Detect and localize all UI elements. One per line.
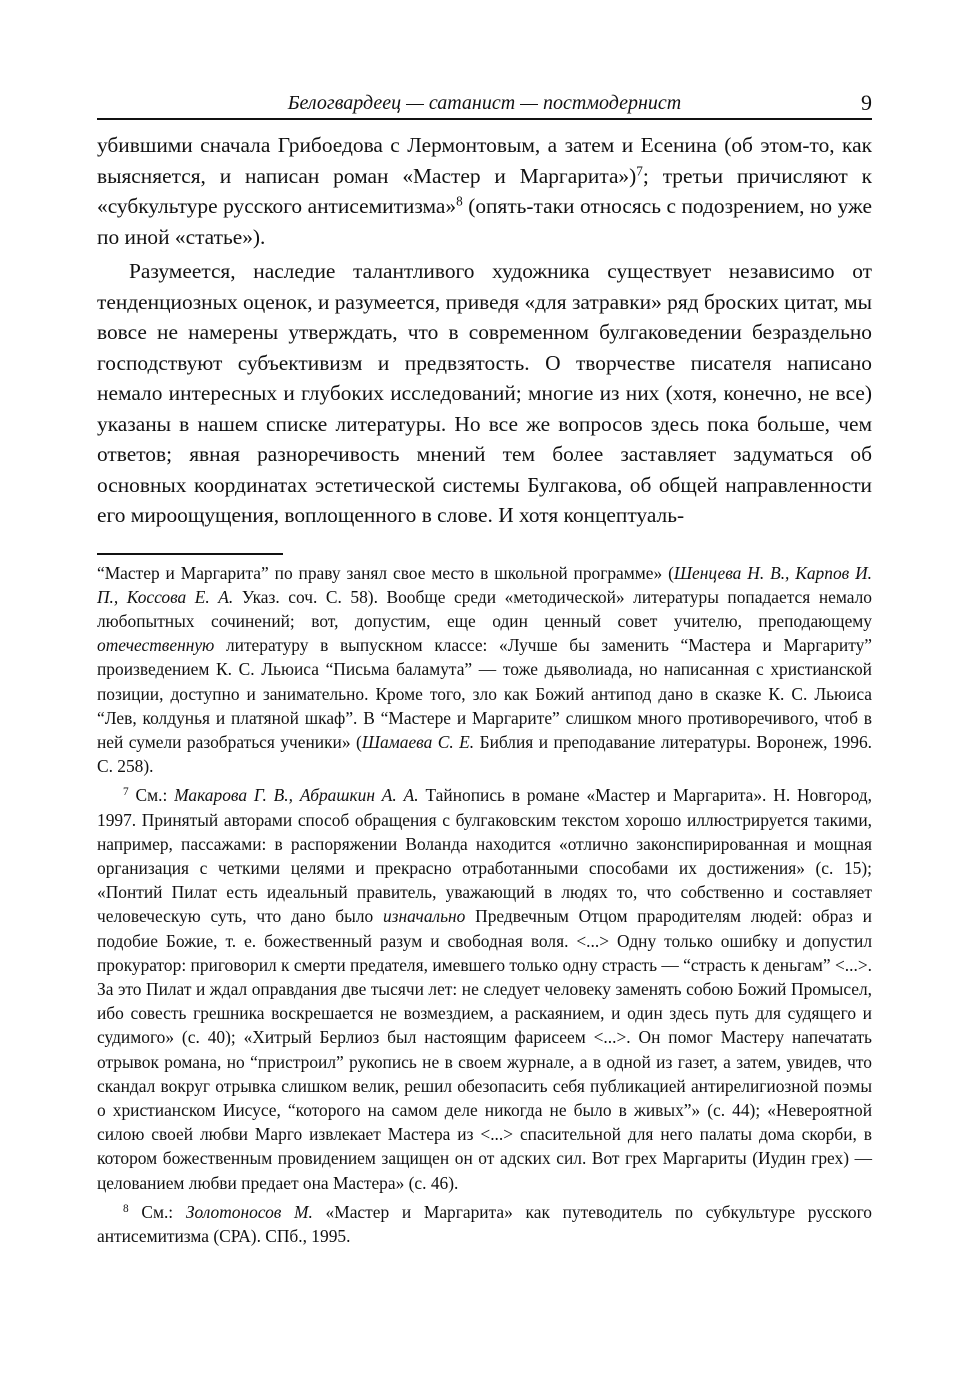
text-segment: Библия и преподавание литературы. Воронеж, 1996. С. 258).	[97, 731, 873, 777]
text-segment: литературу в выпускном классе: «Лучше бы заменить “Мастера и Маргариту” произведением К. С. Льюиса “Письма баламута” — тоже дьяволиада, но написанная с христианской позиции, доступно и занимательно. Кроме того, зло как Божий антипод дано в сказке К. С. Льюиса “Лев, колдунья и платяной шкаф”. В “Мастере и Маргарите” слишком много противоречивого, чтоб в ней сумели разобраться ученики» (	[97, 635, 872, 752]
text-segment: “Мастер и Маргарита” по праву занял свое место в школьной программе» (	[97, 562, 674, 583]
footnote-number: 7	[123, 786, 129, 799]
emphasis: изначально	[382, 906, 466, 927]
running-title: Белогвардеец — сатанист — постмодернист	[287, 92, 682, 114]
text-segment: Указ. соч. С. 58). Вообще среди «методической» литературы попадается немало любопытных сочинений; вот, допустим, еще один ценный совет учителю, преподающему	[97, 586, 872, 631]
page-header	[97, 88, 872, 120]
text-segment: убившими сначала Грибоедова с Лермонтовым, а затем и Есенина (об этом-то, как выясняется, и написан роман «Мастер и Маргарита»)	[97, 133, 872, 188]
main-text	[97, 130, 872, 531]
text-segment: Тайнопись в романе «Мастер и Маргарита». Н. Новгород, 1997. Принятый авторами способ обращения с булгаковским текстом хорошо иллюстрируется такими, например, пассажами: в распоряжении Воланда находится «отлично законспирированная и мощная организация с четкими целями и прекрасно отработанными способами их достижения» (с. 15); «Понтий Пилат есть идеальный правитель, уважающий в людях то, что собственно и составляет человеческую суть, что дано было	[97, 785, 872, 927]
text-segment: См.:	[128, 785, 175, 806]
footnotes	[97, 561, 872, 1249]
footnote-ref-8: 8	[456, 193, 463, 209]
author-names: Шамаева С. Е.	[361, 731, 475, 752]
author-names: Золотоносов М.	[185, 1201, 313, 1222]
footnote-8	[97, 1200, 872, 1248]
footnote-ref-7: 7	[636, 163, 643, 179]
footnote-number: 8	[123, 1202, 129, 1215]
text-segment: Предвечным Отцом прародителям людей: образ и подобие Божие, т. е. божественный разум и свободная воля. <...> Одну только ошибку и допустил прокуратор: приговорил к смерти предателя, имевшего только одну страсть — “страсть к деньгам” <...>. За это Пилат и ждал оправдания две тысячи лет: не следует человеку заменять собою Божий Промысел, ибо совесть грешника воскрешается не возмездием, а раскаянием, и один здесь путь для судящего и судимого» (с. 40); «Хитрый Берлиоз был настоящим фарисеем <...>. Он помог Мастеру напечатать отрывок романа, но “пристроил” рукопись не в своем журнале, а в одной из газет, а затем, увидев, что скандал вокруг отрывка слишком велик, решил обезопасить себя публикацией антирелигиозной поэмы о христианском Иисусе, “которого на самом деле никогда не было в живых”» (с. 44); «Невероятной силою своей любви Марго извлекает Мастера из <...> спасительной для него палаты дома скорби, в котором божественным провидением защищен он от адских сил. Вот грех Маргариты (Иудин грех) — целованием любви предает она Мастера» (с. 46).	[97, 906, 872, 1193]
paragraph: Разумеется, наследие талантливого художника существует независимо от тенденциозных оценок, и разумеется, приведя «для затравки» ряд броских цитат, мы вовсе не намерены утверждать, что в современном булгаковедении безраздельно господствуют субъективизм и предвзятость. О творчестве писателя написано немало интересных и глубоких исследований; многие из них (хотя, конечно, не все) указаны в нашем списке литературы. Но все же вопросов здесь пока больше, чем ответов; явная разноречивость мнений тем более заставляет задуматься об основных координатах эстетической системы Булгакова, об общей направленности его мироощущения, воплощенного в слове. И хотя концептуаль-	[97, 259, 872, 527]
text-segment: См.:	[128, 1201, 186, 1222]
book-page	[97, 88, 872, 1248]
footnote-separator	[97, 553, 283, 555]
author-names: Макарова Г. В., Абрашкин А. А.	[174, 785, 419, 806]
text-segment: «Мастер и Маргарита» как путеводитель по субкультуре русского антисемитизма (СРА). СПб., 1995.	[97, 1201, 872, 1246]
text-segment: (опять-таки относясь с подозрением, но уже по иной «статье»).	[97, 194, 872, 249]
emphasis: отечественную	[97, 635, 215, 656]
footnote-7	[97, 783, 872, 1194]
footnote-continuation	[97, 561, 872, 779]
paragraph-continuation	[97, 130, 872, 252]
text-segment: ; третьи причисляют к «субкультуре русского антисемитизма»	[97, 163, 872, 218]
author-names: Шенцева Н. В., Карпов И. П., Коссова Е. А.	[97, 562, 873, 607]
page-number: 9	[861, 90, 872, 115]
